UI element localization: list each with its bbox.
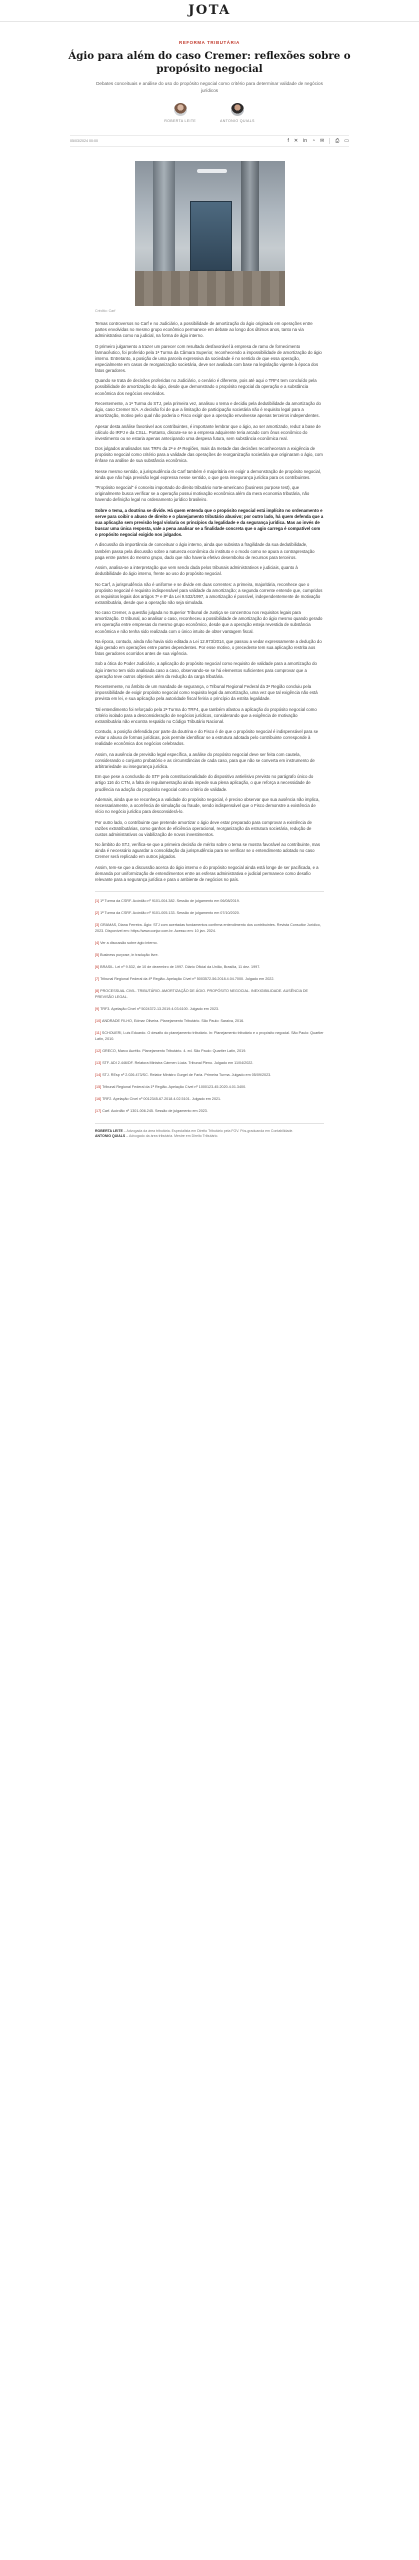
footnote-number[interactable]: [1] <box>95 898 101 903</box>
publish-date: 05/03/2024 00:00 <box>70 139 98 143</box>
meta-bar <box>70 135 349 147</box>
paragraph: Assim, analisa-se a interpretação que vem sendo dada pelos tribunais administrativos e judiciais, quanto à dedutibilidade do ágio interno, frente ao uso do propósito negocial. <box>95 565 298 577</box>
print-icon[interactable]: ⎙ <box>335 137 340 144</box>
author-name: ANTONIO QUIALS <box>220 119 255 123</box>
paragraph: No âmbito do STJ, verifica-se que a primeira decisão de mérito sobre o tema se mostra favorável ao contribuinte, mas ainda é necessário aguardar a consolidação da jurisprudência para se verificar se o entendimento adotado no caso Cremer será replicado em outros julgados. <box>95 842 320 860</box>
paragraph: Contudo, a posição defendida por parte da doutrina e do Fisco é de que o propósito negocial é indispensável para se evitar o abuso de formas jurídicas, pois permite identificar se a estrutura adotada pelo contribuinte corresponde à realidade econômica dos negócios celebrados. <box>95 729 319 747</box>
paragraph: Por outro lado, o contribuinte que pretende amortizar o ágio deve estar preparado para comprovar a existência de razões extratributárias, como ganhos de eficiência operacional, reorganização da estrutura societária, redução de custos administrativos ou viabilização de novos investimentos. <box>95 819 312 837</box>
paragraph: "Propósito negocial" é conceito importado do direito tributário norte-americano (business purpose test), que originalmente busca verificar se a operação possui motivação econômica além da mera economia tributária, não havendo definição legal no ordenamento jurídico brasileiro. <box>95 485 310 503</box>
facebook-icon[interactable]: f <box>287 137 289 144</box>
credit-entry: ANTONIO QUIALS – Advogado da área tributária. Mestre em Direito Tributário. <box>95 1134 219 1139</box>
image-caption: Crédito: Carf <box>95 309 116 313</box>
footnote: [13] STF. ADI 2.446/DF. Relatora Ministra Cármen Lúcia. Tribunal Pleno. Julgado em 11/04/2022. <box>95 1060 254 1065</box>
footnote: [16] TRF2. Apelação Cível nº 0012345-67.2018.4.02.5101. Julgado em 2021. <box>95 1097 222 1102</box>
paragraph: Recentemente, a 1ª Turma do STJ, pela primeira vez, analisou o tema e decidiu pela dedutibilidade da amortização do ágio, caso Cremer S/A. A decisão foi de que a limitação de participação societária não é requisito legal para a amortização, motivo pelo qual não poderia o Fisco exigir que a operação envolvesse apenas terceiros independentes. <box>95 400 321 419</box>
paragraph: Nesse mesmo sentido, a jurisprudência do Carf também é majoritária em exigir a demonstração de propósito negocial, ainda que não haja previsão legal expressa nesse sentido, o que gera insegurança jurídica para os contribuintes. <box>95 468 321 480</box>
author-2[interactable] <box>220 103 255 123</box>
credit-bio: Advogada da área tributária. Especialista em Direito Tributário pela FGV. Pós-graduanda em Contabilidade. <box>126 1128 294 1133</box>
footnote-number[interactable]: [3] <box>95 923 101 928</box>
footnote: [1] 1ª Turma da CSRF. Acórdão nº 9101-004.382. Sessão de julgamento em 06/08/2019. <box>95 898 240 903</box>
share-divider <box>329 138 330 144</box>
author-avatar <box>174 103 187 116</box>
footnote-number[interactable]: [4] <box>95 940 101 945</box>
author-name: ROBERTA LEITE <box>164 119 197 123</box>
paragraph: No caso Cremer, a questão julgada no Superior Tribunal de Justiça se concentrou nos requisitos legais para amortização. O tribunal, ao analisar o caso, reconheceu a possibilidade de amortização do ágio mesmo quando gerado em operação entre empresas do mesmo grupo econômico, desde que a operação esteja revestida de substância econômica e não tenha sido realizada com o único intuito de obter vantagem fiscal. <box>95 610 323 634</box>
paragraph: Apesar desta análise favorável aos contribuintes, é importante lembrar que o ágio, ao ser amortizado, reduz a base de cálculo do IRPJ e da CSLL. Portanto, discute-se se a empresa adquirente teria arcado com ônus econômico do investimento ou se estaria apenas antecipando uma despesa futura, sem substância econômica real. <box>95 423 321 441</box>
paragraph: A discussão da importância de conceituar o ágio interno, ainda que subsista a fragilidade da sua dedutibilidade, também passa pela discussão sobre a natureza econômica do instituto e o modo como se apura a contraprestação paga entre partes do mesmo grupo, dado que não haveria efetivo desembolso de recursos para terceiros. <box>95 542 315 560</box>
paragraph: Sob a ótica do Poder Judiciário, a aplicação do propósito negocial como requisito de validade para a amortização do ágio interno tem sido analisada caso a caso, observando-se se há elementos suficientes para comprovar que a operação teve outros objetivos além da redução da carga tributária. <box>95 661 317 679</box>
share-bar <box>288 138 349 144</box>
footnote-number[interactable]: [15] <box>95 1085 103 1090</box>
paragraph: Assim, na ausência de previsão legal específica, a análise do propósito negocial deve ser feita com cautela, considerando o conjunto probatório e as circunstâncias de cada caso, para que não se converta em instrumento de arbitrariedade ou insegurança jurídica. <box>95 751 315 769</box>
footnote-number[interactable]: [17] <box>95 1109 103 1114</box>
footnote: [9] TRF3. Apelação Cível nº 5024372-13.2019.4.03.6100. Julgado em 2023. <box>95 1006 220 1011</box>
credit-entry: ROBERTA LEITE – Advogada da área tributária. Especialista em Direito Tributário pela FGV. Pós-graduanda em Contabilidade. <box>95 1128 294 1133</box>
footnote-number[interactable]: [16] <box>95 1097 103 1102</box>
footnote: [14] STJ. REsp nº 2.026.473/SC. Relator Ministro Gurgel de Faria. Primeira Turma. Julgado em 05/09/2023. <box>95 1072 272 1077</box>
article-title: Ágio para além do caso Cremer: reflexões sobre o propósito negocial <box>68 50 351 75</box>
credit-bio: Advogado da área tributária. Mestre em Direito Tributário. <box>128 1134 219 1139</box>
paragraph: O primeiro julgamento a trazer um parecer com resultado desfavorável à empresa de ramo de fornecimento farmacêutico, foi proferido pela 1ª Turma da Câmara Superior, reconhecendo a impossibilidade de amortização do ágio interno. Entretanto, a posição de uma parcela expressiva da sociedade é no sentido de que essa operação, especialmente em casos de reorganização societária, deve ser avaliada com base na legislação vigente à época dos fatos geradores. <box>95 343 322 373</box>
footnote-number[interactable]: [12] <box>95 1048 103 1053</box>
footnote-number[interactable]: [14] <box>95 1072 103 1077</box>
credit-name[interactable]: ROBERTA LEITE <box>95 1128 123 1133</box>
paragraph: Assim, tem-se que a discussão acerca do ágio interno e do propósito negocial ainda está longe de ser pacificada, e a demanda por uniformização de entendimentos entre as esferas administrativa e judicial permanece como desafio relevante para a segurança jurídica e para o ambiente de negócios no país. <box>95 864 319 882</box>
paragraph: No Carf, a jurisprudência não é uniforme e se divide em duas correntes: a primeira, majoritária, reconhece que o propósito negocial é requisito indispensável para validade da amortização; a segunda corrente entende que, cumpridos os requisitos legais dos artigos 7º e 8º da Lei 9.532/1997, a amortização é possível, independentemente de motivação extratributária, desde que a operação não seja simulada. <box>95 581 323 605</box>
twitter-icon[interactable]: ✕ <box>293 137 299 144</box>
site-header <box>0 0 419 22</box>
footnote-number[interactable]: [2] <box>95 911 101 916</box>
footnote: [12] GRECO, Marco Aurélio. Planejamento Tributário. 4. ed. São Paulo: Quartier Latin, 2019. <box>95 1048 247 1053</box>
footnote: [6] BRASIL. Lei nº 9.532, de 10 de dezembro de 1997. Diário Oficial da União, Brasília, 11 dez. 1997. <box>95 965 261 970</box>
comment-icon[interactable]: ▭ <box>344 137 349 144</box>
highlight-paragraph: Sobre o tema, a doutrina se divide. Há quem entenda que o propósito negocial está implícito no ordenamento e serve para coibir o abuso de direito e o planejamento tributário abusivo; por outro lado, há quem defenda que a sua aplicação sem previsão legal violaria os princípios da legalidade e da segurança jurídica. Mas ao invés de buscar uma única resposta, vale a pena analisar se a finalidade concreta que o agio carrega é compatível com o propósito negocial exigido nos julgados. <box>95 507 324 538</box>
footnote-number[interactable]: [9] <box>95 1006 101 1011</box>
article-tag[interactable]: REFORMA TRIBUTÁRIA <box>179 40 240 45</box>
footnote: [15] Tribunal Regional Federal da 1ª Região. Apelação Cível nº 1000123-45.2020.4.01.3400. <box>95 1085 247 1090</box>
footnote: [4] Ver a discussão sobre ágio interno. <box>95 940 158 945</box>
author-list <box>0 103 419 123</box>
footnote-number[interactable]: [13] <box>95 1060 103 1065</box>
footnote-number[interactable]: [8] <box>95 989 101 994</box>
paragraph: Em que pese a conclusão do STF pela constitucionalidade do dispositivo antielisivo previsto no parágrafo único do artigo 116 do CTN, a falta de regulamentação ainda impede sua plena aplicação, o que reforça a necessidade de prudência na adoção do propósito negocial como critério de validade. <box>95 774 314 792</box>
credit-name[interactable]: ANTONIO QUIALS <box>95 1134 126 1139</box>
author-credits <box>95 1123 324 1139</box>
site-logo[interactable]: JOTA <box>188 3 231 18</box>
email-icon[interactable]: ✉ <box>320 137 325 144</box>
paragraph: Recentemente, no âmbito de um mandado de segurança, o Tribunal Regional Federal da 3ª Região concluiu pela impossibilidade de exigir propósito negocial como requisito legal da amortização, uma vez que tal exigência não está prevista em lei, e sua aplicação pela autoridade fiscal feriria o princípio da estrita legalidade. <box>95 684 318 702</box>
paragraph: Tal entendimento foi reforçado pela 2ª Turma do TRF4, que também afastou a aplicação do propósito negocial como critério isolado para a desconsideração de negócios jurídicos, considerando que a exigência de motivação extratributária não encontra respaldo no Código Tributário Nacional. <box>95 706 317 724</box>
footnote-number[interactable]: [7] <box>95 977 101 982</box>
article-image <box>135 161 285 306</box>
footnote-number[interactable]: [11] <box>95 1031 102 1036</box>
paragraph: Ademais, ainda que se reconheça a validade do propósito negocial, é preciso observar que sua ausência não implica, necessariamente, a ocorrência de simulação ou fraude, sendo indispensável que o Fisco demonstre a existência de vício no negócio jurídico para desconsiderá-lo. <box>95 796 320 815</box>
footnote[interactable]: [3] GRAMAS, Diana Ferreira. Ágio: STJ com acertadas fundamentos confirma entendimento dos contribuintes. Revista Consultor Jurídico, 2023. Disponível em: https://www.conjur.com.br. Acesso em: 10 jan. 2024. <box>95 923 321 933</box>
paragraph: Na época, contudo, ainda não havia sido editada a Lei 12.973/2014, que passou a vedar expressamente a dedução do ágio gerado em operações entre partes dependentes. Por esse motivo, o precedente tem sua aplicação restrita aos fatos geradores ocorridos antes de sua vigência. <box>95 638 322 657</box>
author-avatar <box>231 103 244 116</box>
footnote: [5] Business purpose, in tradução livre. <box>95 952 159 957</box>
paragraph: Temas controversos no Carf e no Judiciário, a possibilidade de amortização do ágio originado em operações entre partes envolvidas no mesmo grupo econômico permanece em debate ao longo dos últimos anos, tanto na via administrativa como na judicial, na forma de ágio interno. <box>95 321 313 339</box>
footnote: [17] Carf. Acórdão nº 1301-006.245. Sessão de julgamento em 2023. <box>95 1109 208 1114</box>
whatsapp-icon[interactable]: ◔ <box>312 137 316 144</box>
notes-divider <box>95 891 324 892</box>
article-body <box>95 321 324 883</box>
footnote-number[interactable]: [6] <box>95 965 101 970</box>
footnote: [7] Tribunal Regional Federal da 4ª Região. Apelação Cível nº 5003572-56.2018.4.04.7000. Julgado em 2022. <box>95 977 275 982</box>
paragraph: Dos julgados analisados nas TRFs da 2ª e 4ª Regiões, mais da metade das decisões reconheceram a exigência de propósito negocial como critério para a validade das operações de reorganização societária que originaram o ágio, com ênfase na análise de sua substância econômica. <box>95 446 323 464</box>
footnote: [11] SCHOUERI, Luís Eduardo. O desafio do planejamento tributário. In: Planejamento tributário e o propósito negocial. São Paulo: Quartier Latin, 2010. <box>95 1031 324 1041</box>
author-1[interactable] <box>164 103 196 123</box>
footnote: [8] PROCESSUAL CIVIL. TRIBUTÁRIO. AMORTIZAÇÃO DE ÁGIO. PROPÓSITO NEGOCIAL. INEXIGIBILIDADE. AUSÊNCIA DE PREVISÃO LEGAL. <box>95 989 308 999</box>
linkedin-icon[interactable]: in <box>303 137 308 144</box>
article-subtitle: Debates conceituais e análise do uso do propósito negocial como critério para determinar validade de negócios jurídicos <box>96 81 323 93</box>
footnotes <box>95 899 324 1115</box>
footnote: [2] 1ª Turma da CSRF. Acórdão nº 9101-005.133. Sessão de julgamento em 07/10/2020. <box>95 911 240 916</box>
paragraph: Quando se trata de decisões proferidas no Judiciário, o cenário é diferente, pois até aqui o TRF4 tem concluído pela possibilidade de amortização do ágio, desde que demonstrado o propósito negocial da operação e a substância econômica dos negócios envolvidos. <box>95 378 317 396</box>
footnote-number[interactable]: [5] <box>95 952 101 957</box>
footnote: [10] ANDRADE FILHO, Edmar Oliveira. Planejamento Tributário. São Paulo: Saraiva, 2016. <box>95 1018 245 1023</box>
footnote-number[interactable]: [10] <box>95 1018 102 1023</box>
